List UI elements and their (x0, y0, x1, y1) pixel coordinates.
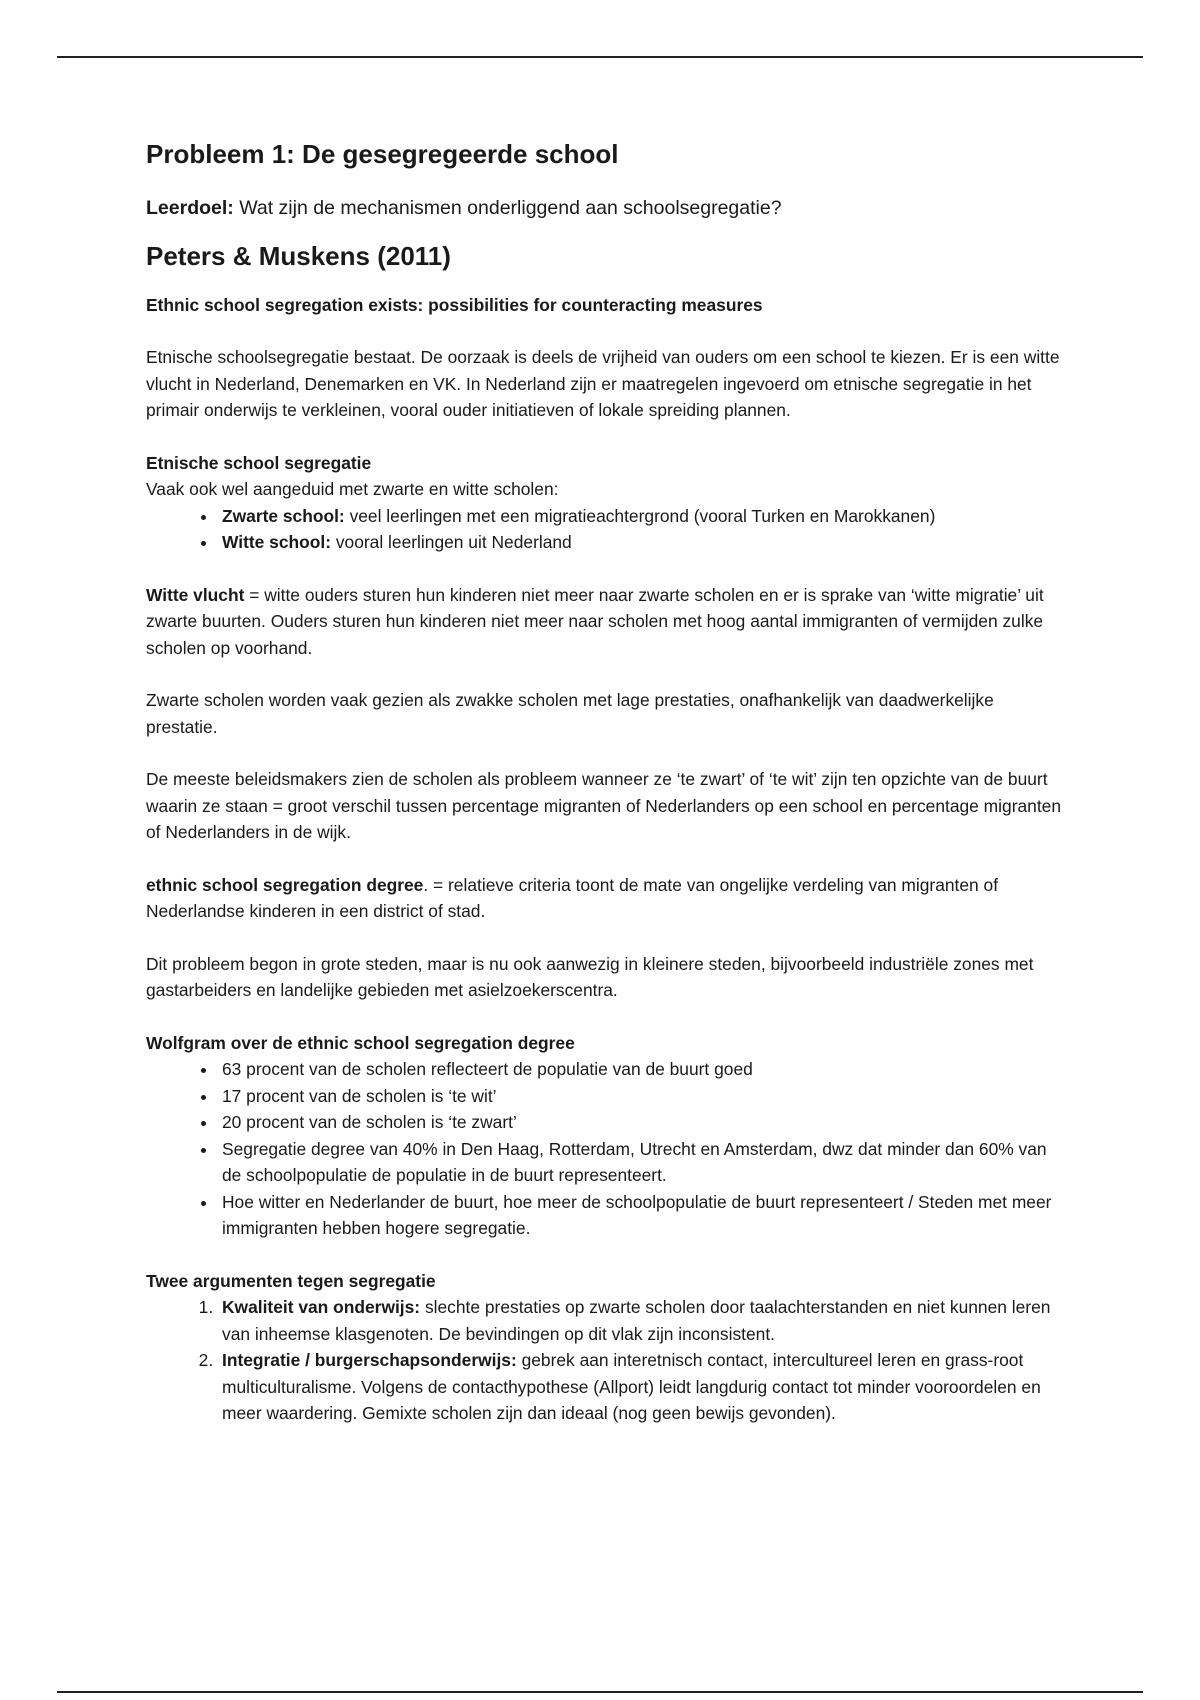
list-item-label: Witte school: (222, 532, 332, 553)
segregation-degree-paragraph (146, 872, 1066, 925)
list-item-label: Integratie / burgerschapsonderwijs: (222, 1350, 517, 1371)
section-title-wolfgram: Wolfgram over de ethnic school segregation degree (146, 1032, 575, 1053)
intro-paragraph: Etnische schoolsegregatie bestaat. De oorzaak is deels de vrijheid van ouders om een school te kiezen. Er is een witte vlucht in Nederland, Denemarken en VK. In Nederland zijn er maatregelen ingevoerd om etnische segregatie in het primair onderwijs te verkleinen, vooral ouder initiatieven of lokale spreiding plannen. (146, 347, 1060, 421)
author-heading: Peters & Muskens (2011) (146, 240, 451, 271)
list-item (218, 529, 1066, 556)
learning-goal-text: Wat zijn de mechanismen onderliggend aan schoolsegregatie? (233, 196, 782, 219)
witte-vlucht-text: = witte ouders sturen hun kinderen niet meer naar zwarte scholen en er is sprake van ‘witte migratie’ uit zwarte buurten. Ouders sturen hun kinderen niet meer naar scholen met hoog aantal immigranten of vermijden zulke scholen op voorhand. (146, 584, 1044, 658)
argumenten-list (146, 1294, 1066, 1427)
list-item-text: veel leerlingen met een migratieachtergrond (vooral Turken en Marokkanen) (344, 505, 936, 526)
wolfgram-list (146, 1056, 1066, 1242)
list-item: • Segregatie degree van 40% in Den Haag, Rotterdam, Utrecht en Amsterdam, dwz dat minder dan 60% van de schoolpopulatie de populatie in de buurt representeert. (218, 1136, 1066, 1189)
list-item (218, 1347, 1066, 1427)
list-item-label: Zwarte school: (222, 505, 345, 526)
bottom-rule (57, 1691, 1143, 1693)
list-item-label: Kwaliteit van onderwijs: (222, 1297, 421, 1318)
section-title-argumenten: Twee argumenten tegen segregatie (146, 1270, 436, 1291)
learning-goal-label: Leerdoel: (146, 196, 234, 219)
page-title: Probleem 1: De gesegregeerde school (146, 139, 619, 169)
school-types-list (146, 503, 1066, 556)
beleidsmakers-paragraph: De meeste beleidsmakers zien de scholen als probleem wanneer ze ‘te zwart’ of ‘te wit’ zijn ten opzichte van de buurt waarin ze staan = groot verschil tussen percentage migranten of Nederlanders op een school en percentage migranten of Nederlanders in de wijk. (146, 769, 1062, 843)
list-item-text: gebrek aan interetnisch contact, intercultureel leren en grass-root multiculturalisme. Volgens de contacthypothese (Allport) leidt langdurig contact tot minder vooroordelen en meer waardering. Gemixte scholen zijn dan ideaal (nog geen bewijs gevonden). (222, 1350, 1041, 1424)
list-item: • Hoe witter en Nederlander de buurt, hoe meer de schoolpopulatie de buurt representeert / Steden met meer immigranten hebben hogere segregatie. (218, 1189, 1066, 1242)
witte-vlucht-label: Witte vlucht (146, 584, 245, 605)
learning-goal (146, 194, 1066, 222)
article-title: Ethnic school segregation exists: possibilities for counteracting measures (146, 294, 763, 315)
list-item: • 20 procent van de scholen is ‘te zwart’ (218, 1109, 1066, 1136)
witte-vlucht-paragraph (146, 582, 1066, 662)
section-title-etnisch: Etnische school segregatie (146, 452, 372, 473)
top-rule (57, 56, 1143, 58)
list-item (218, 503, 1066, 530)
section-subtitle-etnisch: Vaak ook wel aangeduid met zwarte en witte scholen: (146, 479, 559, 500)
segregation-degree-text: . = relatieve criteria toont de mate van ongelijke verdeling van migranten of Nederlandse kinderen in een district of stad. (146, 874, 999, 922)
probleem-paragraph: Dit probleem begon in grote steden, maar is nu ook aanwezig in kleinere steden, bijvoorbeeld industriële zones met gastarbeiders en landelijke gebieden met asielzoekerscentra. (146, 953, 1034, 1001)
list-item-text: slechte prestaties op zwarte scholen door taalachterstanden en niet kunnen leren van inheemse klasgenoten. De bevindingen op dit vlak zijn inconsistent. (222, 1297, 1051, 1344)
zwakke-scholen-paragraph: Zwarte scholen worden vaak gezien als zwakke scholen met lage prestaties, onafhankelijk van daadwerkelijke prestatie. (146, 690, 994, 737)
list-item (218, 1294, 1066, 1347)
segregation-degree-label: ethnic school segregation degree (146, 874, 424, 895)
list-item: • 17 procent van de scholen is ‘te wit’ (218, 1083, 1066, 1110)
document-page (146, 138, 1066, 1453)
list-item: • 63 procent van de scholen reflecteert de populatie van de buurt goed (218, 1056, 1066, 1083)
list-item-text: vooral leerlingen uit Nederland (331, 532, 572, 553)
